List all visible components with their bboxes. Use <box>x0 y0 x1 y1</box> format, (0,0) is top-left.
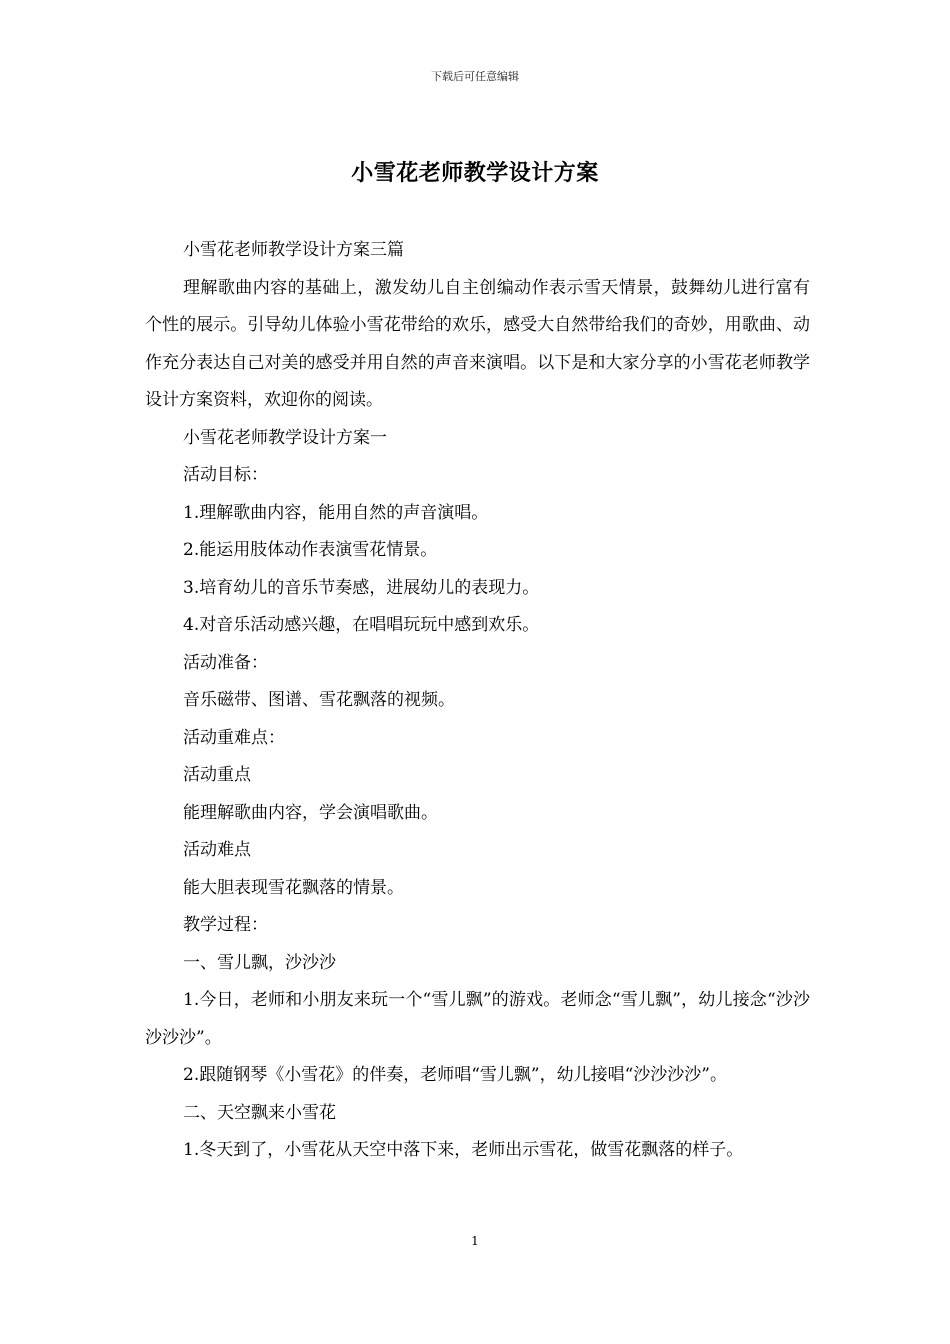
paragraph-step-1-1: 1.今日，老师和小朋友来玩一个“雪儿飘”的游戏。老师念“雪儿飘”，幼儿接念“沙沙沙沙沙”。 <box>145 990 810 1048</box>
paragraph-process-heading: 教学过程： <box>183 915 268 935</box>
paragraph-focus-heading: 活动重点 <box>183 765 251 785</box>
page-number: 1 <box>471 1234 479 1248</box>
document-body <box>145 232 810 1170</box>
paragraph-step-1-heading: 一、雪儿飘，沙沙沙 <box>183 952 336 973</box>
paragraph-step-2-1: 1.冬天到了，小雪花从天空中落下来，老师出示雪花，做雪花飘落的样子。 <box>183 1140 744 1160</box>
paragraph-goals-heading: 活动目标： <box>183 465 268 485</box>
paragraph-difficulty: 能大胆表现雪花飘落的情景。 <box>183 877 404 898</box>
paragraph-goal-2: 2.能运用肢体动作表演雪花情景。 <box>183 540 438 560</box>
paragraph-section-heading: 小雪花老师教学设计方案一 <box>183 427 387 448</box>
paragraph-subtitle: 小雪花老师教学设计方案三篇 <box>183 240 404 260</box>
paragraph-step-1-2: 2.跟随钢琴《小雪花》的伴奏，老师唱“雪儿飘”，幼儿接唱“沙沙沙沙”。 <box>183 1065 727 1085</box>
document-title: 小雪花老师教学设计方案 <box>351 160 599 186</box>
paragraph-focus: 能理解歌曲内容，学会演唱歌曲。 <box>183 802 438 823</box>
paragraph-goal-3: 3.培育幼儿的音乐节奏感，进展幼儿的表现力。 <box>183 577 540 598</box>
paragraph-prep: 音乐磁带、图谱、雪花飘落的视频。 <box>183 690 455 710</box>
paragraph-prep-heading: 活动准备： <box>183 652 268 673</box>
paragraph-goal-4: 4.对音乐活动感兴趣，在唱唱玩玩中感到欢乐。 <box>183 615 540 635</box>
paragraph-key-points-heading: 活动重难点： <box>183 727 285 748</box>
paragraph-difficulty-heading: 活动难点 <box>183 840 251 860</box>
header-note: 下载后可任意编辑 <box>431 70 519 83</box>
paragraph-step-2-heading: 二、天空飘来小雪花 <box>183 1102 336 1123</box>
paragraph-intro: 理解歌曲内容的基础上，激发幼儿自主创编动作表示雪天情景，鼓舞幼儿进行富有个性的展示。引导幼儿体验小雪花带给的欢乐，感受大自然带给我们的奇妙，用歌曲、动作充分表达自己对美的感受并用自然的声音来演唱。以下是和大家分享的小雪花老师教学设计方案资料，欢迎你的阅读。 <box>145 277 810 410</box>
paragraph-goal-1: 1.理解歌曲内容，能用自然的声音演唱。 <box>183 502 489 523</box>
